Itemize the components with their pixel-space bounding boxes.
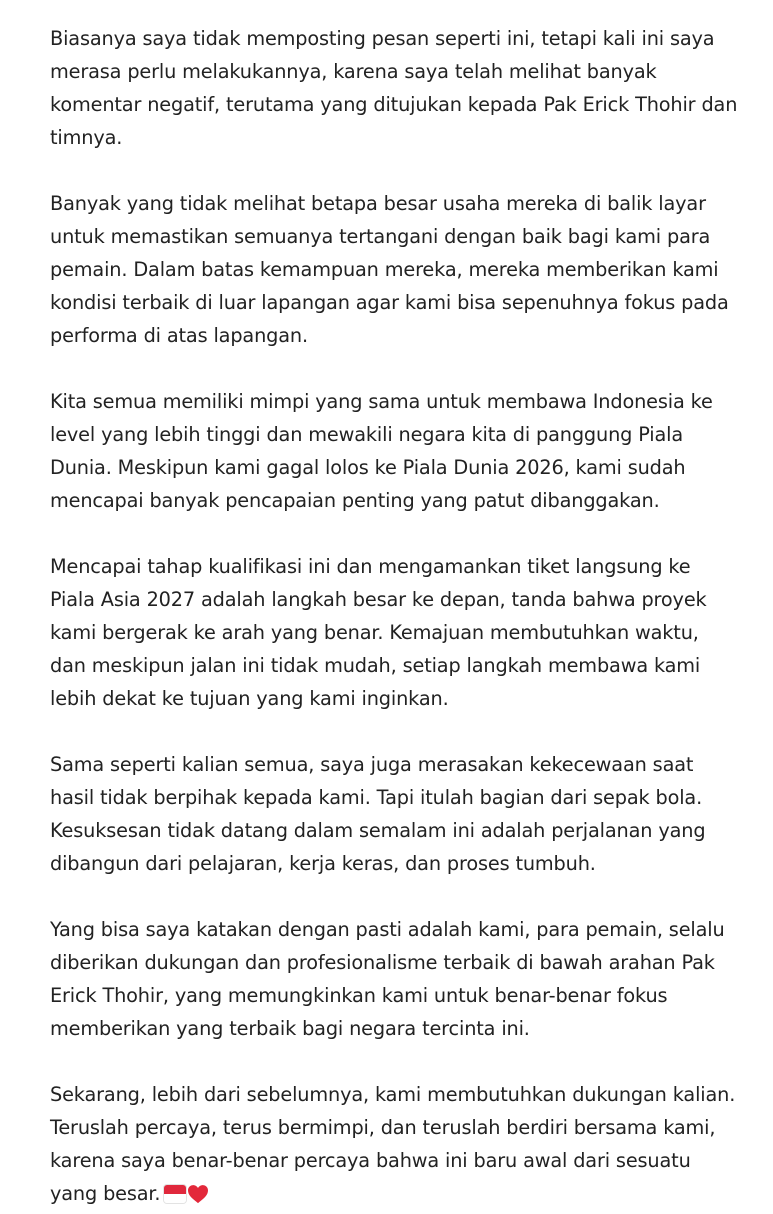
paragraph-5: Sama seperti kalian semua, saya juga merasakan kekecewaan saat hasil tidak berpihak kepada kami. Tapi itulah bagian dari sepak bola. Kesuksesan tidak datang dalam semalam ini adalah perjalanan yang dibangun dari pelajaran, kerja keras, dan proses tumbuh.	[50, 753, 706, 875]
paragraph-3: Kita semua memiliki mimpi yang sama untuk membawa Indonesia ke level yang lebih tinggi dan mewakili negara kita di panggung Piala Dunia. Meskipun kami gagal lolos ke Piala Dunia 2026, kami sudah mencapai banyak pencapaian penting yang patut dibanggakan.	[50, 390, 713, 512]
paragraph-1: Biasanya saya tidak memposting pesan seperti ini, tetapi kali ini saya merasa perlu melakukannya, karena saya telah melihat banyak komentar negatif, terutama yang ditujukan kepada Pak Erick Thohir dan timnya.	[50, 27, 738, 149]
paragraph-6: Yang bisa saya katakan dengan pasti adalah kami, para pemain, selalu diberikan dukungan dan profesionalisme terbaik di bawah arahan Pak Erick Thohir, yang memungkinkan kami untuk benar-benar fokus memberikan yang terbaik bagi negara tercinta ini.	[50, 918, 725, 1040]
paragraph-4: Mencapai tahap kualifikasi ini dan mengamankan tiket langsung ke Piala Asia 2027 adalah langkah besar ke depan, tanda bahwa proyek kami bergerak ke arah yang benar. Kemajuan membutuhkan waktu, dan meskipun jalan ini tidak mudah, setiap langkah membawa kami lebih dekat ke tujuan yang kami inginkan.	[50, 555, 707, 710]
red-heart-icon	[187, 1181, 209, 1214]
message-body	[50, 22, 740, 1214]
paragraph-2: Banyak yang tidak melihat betapa besar usaha mereka di balik layar untuk memastikan semuanya tertangani dengan baik bagi kami para pemain. Dalam batas kemampuan mereka, mereka memberikan kami kondisi terbaik di luar lapangan agar kami bisa sepenuhnya fokus pada performa di atas lapangan.	[50, 192, 729, 347]
closing-paragraph	[50, 1078, 740, 1214]
closing-text: Sekarang, lebih dari sebelumnya, kami membutuhkan dukungan kalian. Teruslah percaya, terus bermimpi, dan teruslah berdiri bersama kami, karena saya benar-benar percaya bahwa ini baru awal dari sesuatu yang besar.	[50, 1083, 736, 1205]
indonesia-flag-icon	[164, 1185, 186, 1203]
